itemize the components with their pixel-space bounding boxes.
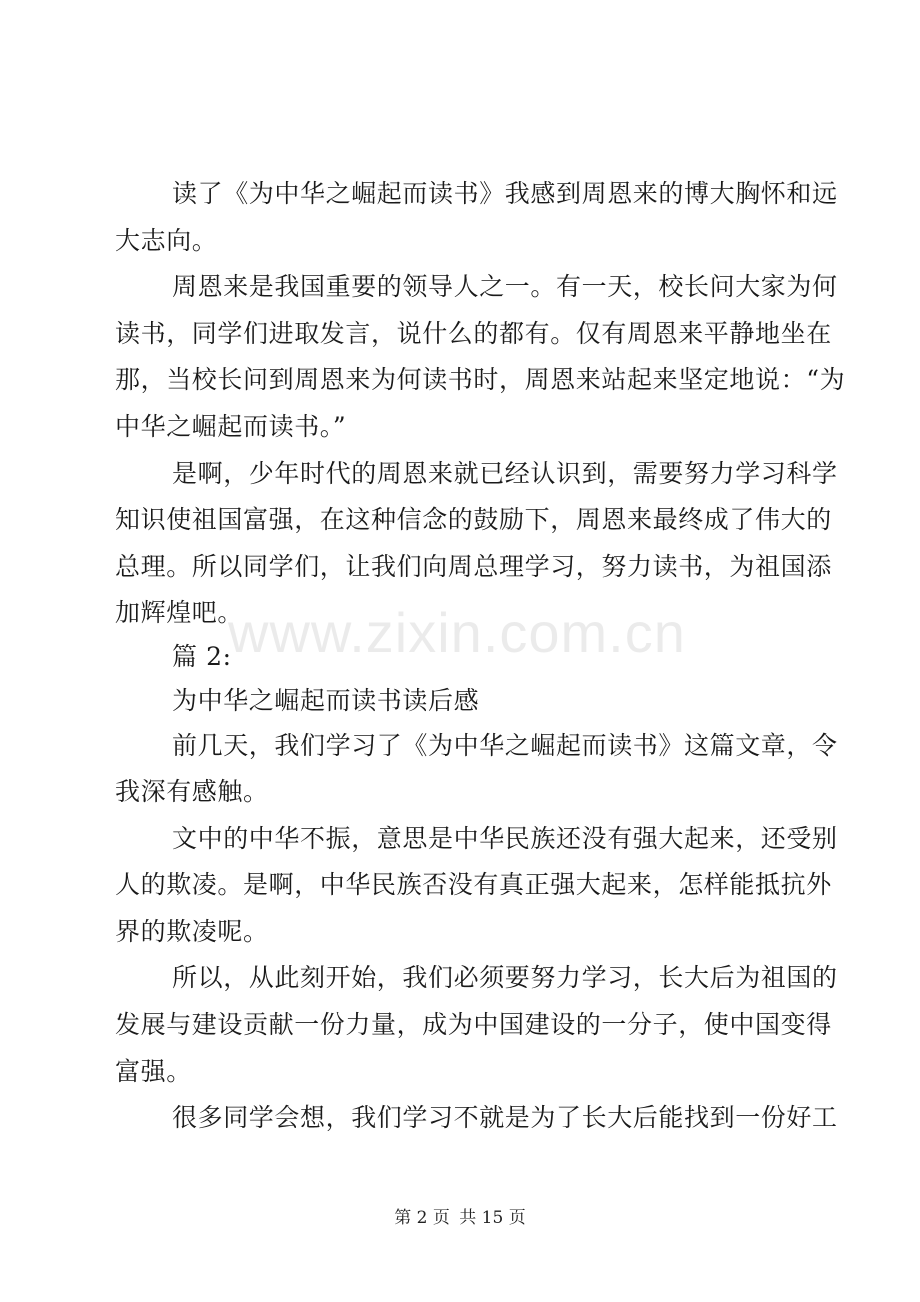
text-line: 那，当校长问到周恩来为何读书时，周恩来站起来坚定地说：“为 xyxy=(115,365,846,394)
text-line: 所以，从此刻开始，我们必须要努力学习，长大后为祖国的 xyxy=(172,963,838,992)
text-line: 加辉煌吧。 xyxy=(115,598,244,627)
text-line: 文中的中华不振，意思是中华民族还没有强大起来，还受别 xyxy=(172,824,838,853)
text-line: 大志向。 xyxy=(115,226,218,255)
text-line: 总理。所以同学们，让我们向周总理学习，努力读书，为祖国添 xyxy=(115,552,832,581)
text-line: 我深有感触。 xyxy=(115,777,269,806)
text-line: 很多同学会想，我们学习不就是为了长大后能找到一份好工 xyxy=(172,1103,838,1132)
page-total: 共 15 页 xyxy=(459,1208,526,1228)
page-footer xyxy=(0,1203,920,1228)
watermark: www.zixin.com.cn xyxy=(228,601,686,664)
text-line: 前几天，我们学习了《为中华之崛起而读书》这篇文章，令 xyxy=(172,731,838,760)
text-line: 界的欺凌呢。 xyxy=(115,917,269,946)
text-line: 读书，同学们进取发言，说什么的都有。仅有周恩来平静地坐在 xyxy=(115,319,832,348)
text-line: 知识使祖国富强，在这种信念的鼓励下，周恩来最终成了伟大的 xyxy=(115,505,832,534)
article-title: 为中华之崛起而读书读后感 xyxy=(172,686,480,715)
text-line: 周恩来是我国重要的领导人之一。有一天，校长问大家为何 xyxy=(172,272,838,301)
text-line: 是啊，少年时代的周恩来就已经认识到，需要努力学习科学 xyxy=(172,459,838,488)
text-line: 富强。 xyxy=(115,1057,192,1086)
text-line: 读了《为中华之崛起而读书》我感到周恩来的博大胸怀和远 xyxy=(172,179,838,208)
page-number: 第 2 页 xyxy=(394,1208,450,1228)
text-line: 发展与建设贡献一份力量，成为中国建设的一分子，使中国变得 xyxy=(115,1010,832,1039)
text-line: 人的欺凌。是啊，中华民族否没有真正强大起来，怎样能抵抗外 xyxy=(115,870,832,899)
text-line: 中华之崛起而读书。” xyxy=(115,412,347,441)
section-heading: 篇 2: xyxy=(172,642,232,671)
